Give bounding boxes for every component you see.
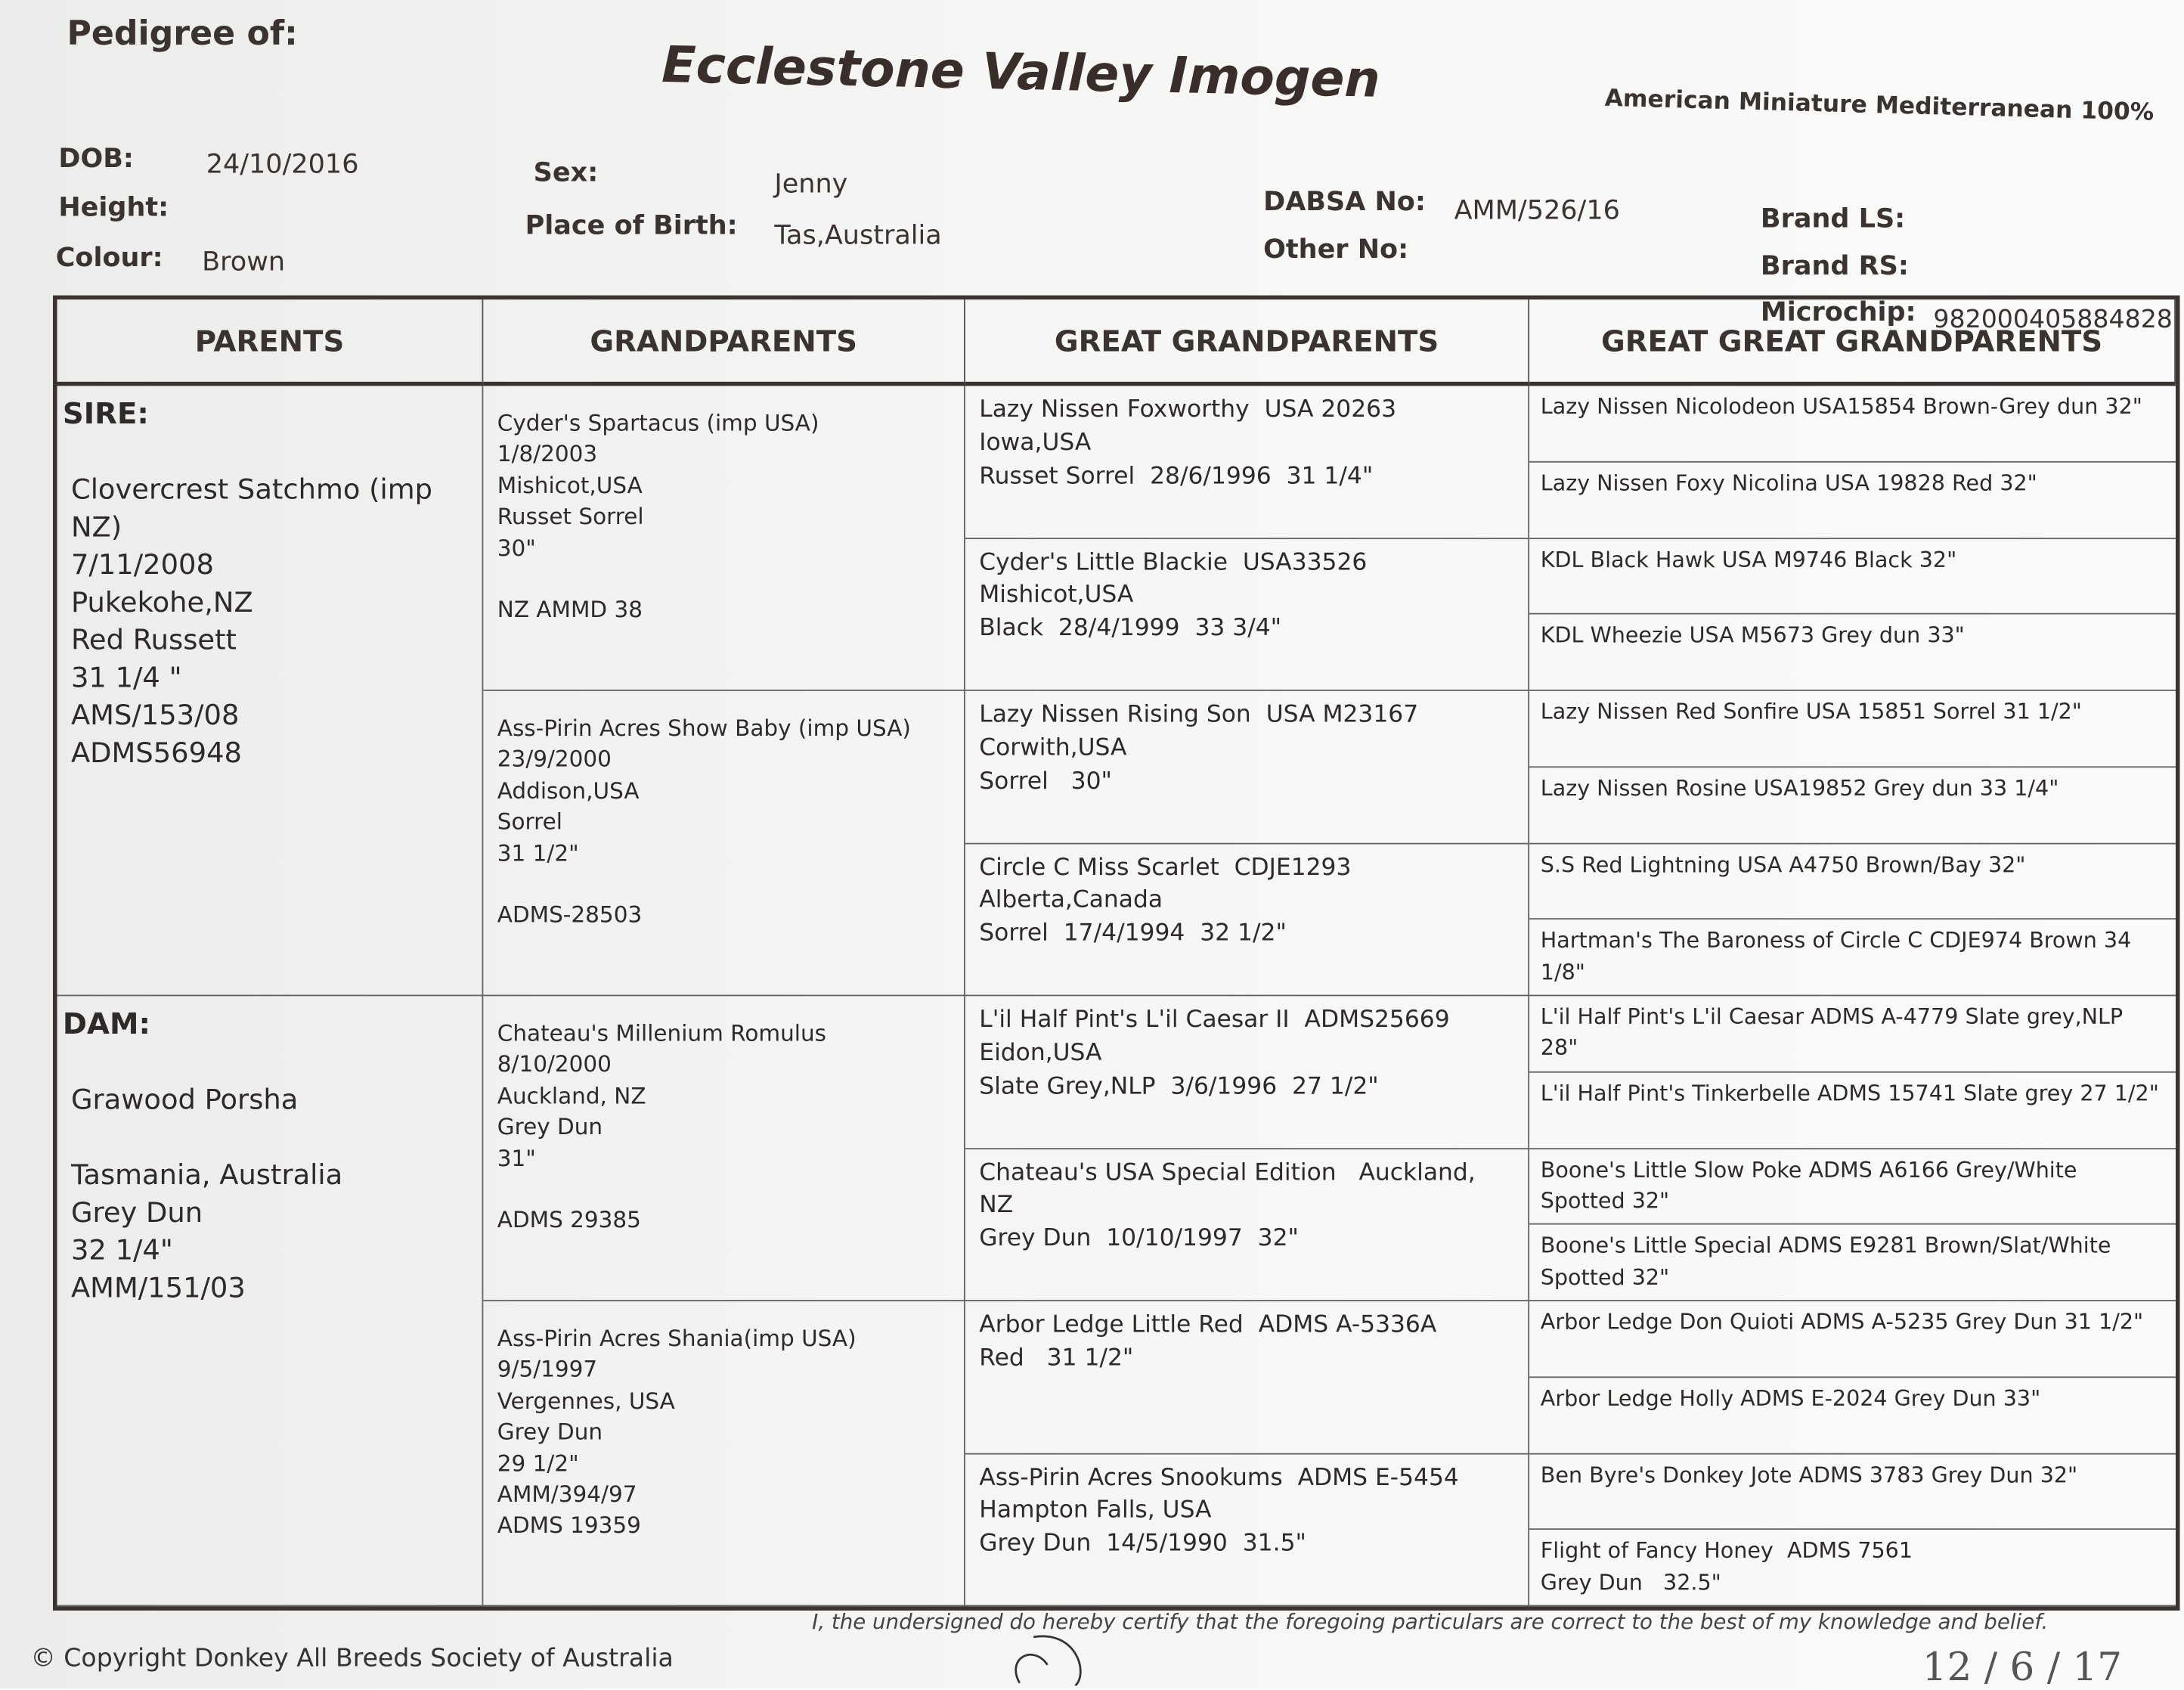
pedigree-line: Tasmania, Australia [70,1158,343,1192]
great-great-grandparent-cell: Arbor Ledge Holly ADMS E-2024 Grey Dun 33" [1529,1378,2176,1454]
pedigree-line [71,1044,468,1082]
pedigree-line: Russet Sorrel 28/6/1996 31 1/4" [979,461,1374,490]
pedigree-line: Vergennes, USA [497,1387,675,1414]
column-header: GRANDPARENTS [483,299,965,386]
great-great-grandparent-cell: KDL Wheezie USA M5673 Grey dun 33" [1529,615,2176,691]
pedigree-of-label: Pedigree of: [67,14,298,54]
pedigree-line: Lazy Nissen Rising Son USA M23167 [979,700,1419,729]
pedigree-line: Hampton Falls, USA [979,1496,1212,1525]
pedigree-line: 1/8/2003 [497,440,598,467]
dabsa-value: AMM/526/16 [1454,194,1620,226]
pedigree-line: AMS/153/08 [70,698,240,732]
sire-label: SIRE: [62,397,149,431]
pedigree-line: Red 31 1/2" [979,1344,1134,1372]
pedigree-line: Ass-Pirin Acres Shania(imp USA) [497,1325,857,1352]
pedigree-line: 31" [497,1144,536,1171]
pedigree-line: Chateau's Millenium Romulus [497,1019,827,1047]
pedigree-line: 31 1/2" [497,839,579,867]
great-great-grandparent-cell: L'il Half Pint's Tinkerbelle ADMS 15741 Slate grey 27 1/2" [1529,1072,2176,1149]
pedigree-line: Circle C Miss Scarlet CDJE1293 [979,853,1352,882]
colour-label: Colour: [55,242,163,274]
pedigree-line: Eidon,USA [979,1039,1102,1067]
breed: American Miniature Mediterranean 100% [1604,85,2155,127]
great-grandparent-cell [965,996,1529,1149]
pedigree-line: Sorrel 17/4/1994 32 1/2" [979,919,1287,948]
pedigree-line [497,1174,950,1205]
sex-value: Jenny [774,168,848,200]
pedigree-line: Grey Dun 14/5/1990 31.5" [979,1530,1306,1558]
sire-cell [57,386,484,996]
great-great-grandparent-cell: Ben Byre's Donkey Jote ADMS 3783 Grey Dun 32" [1529,1454,2176,1530]
copyright-notice: © Copyright Donkey All Breeds Society of Australia [30,1644,674,1673]
place-of-birth-label: Place of Birth: [525,210,738,241]
pedigree-line: 9/5/1997 [497,1356,598,1383]
great-great-grandparent-cell: KDL Black Hawk USA M9746 Black 32" [1529,538,2176,615]
great-grandparent-cell [965,386,1529,538]
pedigree-line: Addison,USA [497,777,640,804]
certification-statement: I, the undersigned do hereby certify that the foregoing particulars are correct to the best of my knowledge and belief. [812,1609,2049,1635]
pedigree-line: Grawood Porsha [70,1083,299,1117]
grandparent-cell [483,386,965,691]
signature-date: 12 / 6 / 17 [1922,1644,2123,1690]
sex-label: Sex: [533,157,599,188]
pedigree-line: ADMS56948 [70,736,242,770]
pedigree-line: Arbor Ledge Little Red ADMS A-5336A [979,1310,1437,1339]
grandparent-cell [483,691,965,997]
pedigree-line [497,870,950,901]
pedigree-line: Grey Dun [497,1113,603,1140]
brand-ls-label: Brand LS: [1760,203,1906,234]
pedigree-line: ADMS 29385 [497,1207,641,1234]
great-grandparent-cell [965,691,1529,844]
pedigree-line: Corwith,USA [979,733,1127,762]
pedigree-line: AMM/151/03 [70,1270,246,1305]
dam-cell [57,996,484,1606]
great-grandparent-cell [965,1454,1529,1607]
great-grandparent-cell [965,844,1529,997]
pedigree-line: L'il Half Pint's L'il Caesar II ADMS25669 [979,1006,1450,1034]
pedigree-line: Lazy Nissen Foxworthy USA 20263 Iowa,USA [979,395,1411,457]
colour-value: Brown [202,247,286,278]
animal-name: Ecclestone Valley Imogen [661,37,1381,110]
pedigree-line: 23/9/2000 [497,746,612,773]
pedigree-line: Ass-Pirin Acres Show Baby (imp USA) [497,715,911,742]
pedigree-line: 7/11/2008 [70,547,214,581]
pedigree-line: ADMS 19359 [497,1512,641,1539]
dam-label: DAM: [62,1007,150,1041]
pedigree-line: Auckland, NZ [497,1082,646,1109]
dabsa-label: DABSA No: [1263,186,1426,218]
microchip-value: 982000405884828 [1933,305,2173,335]
great-great-grandparent-cell: S.S Red Lightning USA A4750 Brown/Bay 32" [1529,844,2176,920]
signature [992,1630,1117,1686]
great-great-grandparent-cell: L'il Half Pint's L'il Caesar ADMS A-4779 Slate grey,NLP 28" [1529,996,2176,1072]
height-label: Height: [58,192,169,223]
pedigree-line [497,564,950,595]
pedigree-line: 30" [497,534,536,561]
pedigree-line: Alberta,Canada [979,886,1163,915]
pedigree-line: Russet Sorrel [497,503,644,530]
pedigree-line: Sorrel 30" [979,767,1112,795]
pedigree-line: Grey Dun [497,1418,603,1445]
pedigree-line: Black 28/4/1999 33 3/4" [979,614,1282,643]
great-great-grandparent-cell: Lazy Nissen Nicolodeon USA15854 Brown-Grey dun 32" [1529,386,2176,462]
column-header: GREAT GRANDPARENTS [965,299,1529,386]
pedigree-line: Grey Dun 10/10/1997 32" [979,1224,1299,1253]
dob-label: DOB: [58,143,134,175]
column-header: PARENTS [57,299,484,386]
pedigree-line: 31 1/4 " [70,660,182,695]
pedigree-line: ADMS-28503 [497,901,643,929]
pedigree-line: 8/10/2000 [497,1050,612,1078]
column-header: GREAT GREAT GRANDPARENTS [1529,299,2176,386]
great-grandparent-cell [965,1149,1529,1301]
grandparent-cell [483,1301,965,1607]
pedigree-line: Slate Grey,NLP 3/6/1996 27 1/2" [979,1071,1379,1100]
pedigree-line: Clovercrest Satchmo (imp NZ) [70,473,441,544]
great-great-grandparent-cell: Hartman's The Baroness of Circle C CDJE974 Brown 34 1/8" [1529,920,2176,997]
pedigree-line [71,1119,468,1157]
pedigree-line: Sorrel [497,808,562,835]
dob-value: 24/10/2016 [206,149,359,180]
great-great-grandparent-cell: Lazy Nissen Foxy Nicolina USA 19828 Red 32" [1529,462,2176,538]
place-of-birth-value: Tas,Australia [774,220,942,251]
great-great-grandparent-cell: Arbor Ledge Don Quioti ADMS A-5235 Grey Dun 31 1/2" [1529,1301,2176,1378]
great-grandparent-cell [965,538,1529,691]
great-great-grandparent-cell: Lazy Nissen Rosine USA19852 Grey dun 33 1/4" [1529,767,2176,844]
pedigree-line: Cyder's Spartacus (imp USA) [497,409,819,436]
grandparent-cell [483,996,965,1301]
microchip-label: Microchip: [1760,296,1916,327]
pedigree-table [53,296,2179,1611]
pedigree-line: AMM/394/97 [497,1481,637,1508]
pedigree-line: Chateau's USA Special Edition Auckland, NZ [979,1158,1483,1220]
great-great-grandparent-cell: Boone's Little Special ADMS E9281 Brown/Slat/White Spotted 32" [1529,1225,2176,1301]
pedigree-line: Ass-Pirin Acres Snookums ADMS E-5454 [979,1463,1459,1492]
pedigree-line: Mishicot,USA [497,472,643,499]
other-no-label: Other No: [1263,234,1409,265]
pedigree-line [71,434,468,472]
pedigree-line: Pukekohe,NZ [70,585,253,619]
great-great-grandparent-cell: Lazy Nissen Red Sonfire USA 15851 Sorrel 31 1/2" [1529,691,2176,767]
great-grandparent-cell [965,1301,1529,1454]
pedigree-line: 29 1/2" [497,1450,579,1477]
pedigree-line: NZ AMMD 38 [497,597,643,624]
pedigree-line: Cyder's Little Blackie USA33526 Mishicot,USA [979,548,1383,609]
brand-rs-label: Brand RS: [1760,250,1909,282]
pedigree-line: Red Russett [70,623,237,657]
pedigree-line: 32 1/4" [70,1233,173,1267]
great-great-grandparent-cell: Flight of Fancy Honey ADMS 7561 Grey Dun 32.5" [1529,1530,2176,1607]
great-great-grandparent-cell: Boone's Little Slow Poke ADMS A6166 Grey/White Spotted 32" [1529,1149,2176,1225]
pedigree-line: Grey Dun [70,1195,203,1230]
